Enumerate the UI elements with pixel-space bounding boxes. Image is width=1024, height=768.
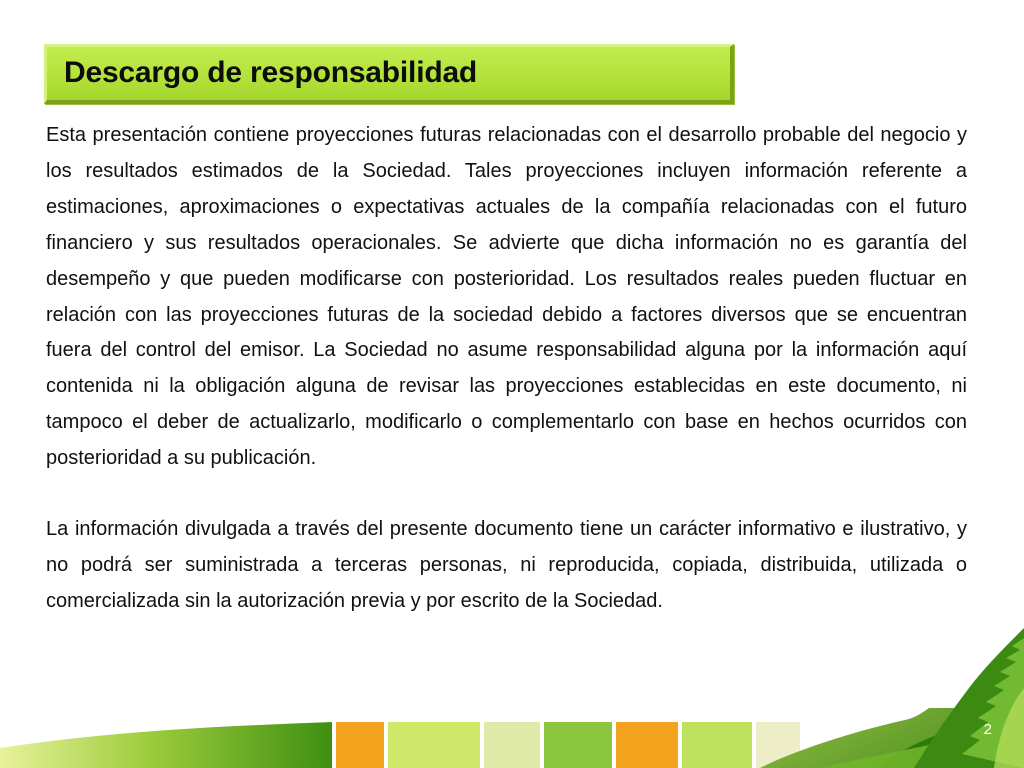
grass-ornament [874,628,1024,768]
footer-block [544,722,612,768]
decorative-footer-band [0,708,1024,768]
footer-block [388,722,480,768]
footer-block [336,722,384,768]
slide-title: Descargo de responsabilidad [64,56,478,89]
disclaimer-paragraph-2: La información divulgada a través del presente documento tiene un carácter informativo e ilustrativo, y no podrá ser suministrada a terceras personas, ni reproducida, copiada, distribuida, utilizada o comercializada sin la autorización previa y por escrito de la Sociedad. [46,518,967,612]
disclaimer-paragraph-1: Esta presentación contiene proyecciones futuras relacionadas con el desarrollo probable del negocio y los resultados estimados de la Sociedad. Tales proyecciones incluyen información referente a estimaciones, aproximaciones o expectativas actuales de la compañía relacionadas con el futuro financiero y sus resultados operacionales. Se advierte que dicha información no es garantía del desempeño y que pueden modificarse con posterioridad. Los resultados reales pueden fluctuar en relación con las proyecciones futuras de la sociedad debido a factores diversos que se encuentran fuera del control del emisor. La Sociedad no asume responsabilidad alguna por la información aquí contenida ni la obligación alguna de revisar las proyecciones establecidas en este documento, ni tampoco el deber de actualizarlo, modificarlo o complementarlo con base en hechos ocurridos con posterioridad a su publicación. [46,124,967,470]
footer-block [484,722,540,768]
footer-block [616,722,678,768]
footer-block [682,722,752,768]
footer-graphic [0,708,1024,768]
slide-number: 2 [983,721,992,738]
footer-swoosh [0,722,332,768]
title-banner [44,44,734,104]
disclaimer-body [46,118,967,620]
